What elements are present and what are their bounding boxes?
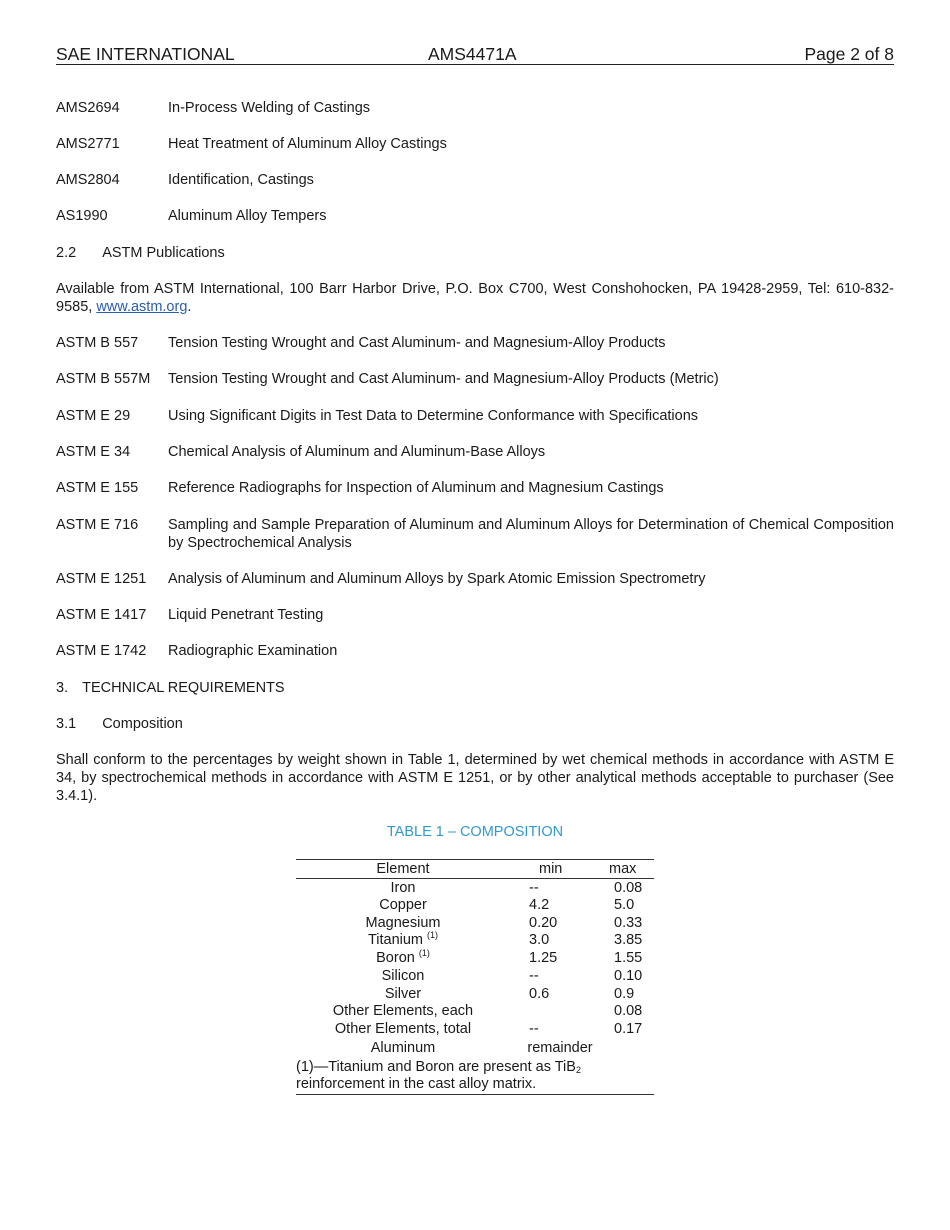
reference-entry bbox=[56, 207, 894, 225]
reference-code: AMS2804 bbox=[56, 172, 120, 188]
cell-min: -- bbox=[529, 880, 539, 896]
reference-entry bbox=[56, 443, 894, 461]
table-row bbox=[296, 1020, 654, 1038]
section-title: ASTM Publications bbox=[102, 245, 225, 261]
table-row bbox=[296, 949, 654, 967]
reference-code: AMS2771 bbox=[56, 136, 120, 152]
footnote-marker: (1) bbox=[418, 948, 430, 958]
header-page-number: Page 2 of 8 bbox=[804, 44, 894, 64]
table-header-row bbox=[296, 860, 654, 878]
table-row bbox=[296, 967, 654, 985]
reference-entry bbox=[56, 642, 894, 660]
cell-min: 1.25 bbox=[529, 950, 558, 966]
cell-element: Copper bbox=[379, 897, 427, 913]
cell-max: 0.10 bbox=[614, 968, 643, 984]
reference-code: ASTM E 1742 bbox=[56, 643, 147, 659]
reference-title: Aluminum Alloy Tempers bbox=[168, 208, 327, 224]
table-footnote: (1)—Titanium and Boron are present as TiB$_2$ reinforcement in the cast alloy matrix. bbox=[296, 1059, 581, 1092]
cell-element: Silicon bbox=[381, 968, 425, 984]
reference-code: ASTM E 29 bbox=[56, 408, 131, 424]
cell-element: Titanium $^{(1)}$ bbox=[367, 930, 439, 948]
section-number: 3.1 bbox=[56, 716, 77, 732]
availability-end: . bbox=[187, 299, 192, 315]
cell-max: 0.33 bbox=[614, 915, 643, 931]
header-document-number: AMS4471A bbox=[428, 44, 517, 64]
cell-min: -- bbox=[529, 968, 539, 984]
footnote-marker: (1) bbox=[427, 930, 439, 940]
cell-max: 0.9 bbox=[614, 986, 635, 1002]
section-heading-3-1 bbox=[56, 715, 183, 733]
reference-entry bbox=[56, 99, 894, 117]
reference-entry bbox=[56, 334, 894, 352]
reference-entry bbox=[56, 516, 894, 552]
reference-entry bbox=[56, 171, 894, 189]
page-header bbox=[56, 44, 894, 65]
table-row bbox=[296, 896, 654, 914]
availability-text: Available from ASTM International, 100 Barr Harbor Drive, P.O. Box C700, West Conshohocken, PA 19428-2959, Tel: 610-832-9585, bbox=[56, 281, 894, 315]
section-title: Composition bbox=[102, 716, 183, 732]
cell-element: Other Elements, each bbox=[332, 1003, 474, 1019]
reference-entry bbox=[56, 407, 894, 425]
cell-max: 3.85 bbox=[614, 932, 643, 948]
cell-element: Aluminum bbox=[370, 1040, 436, 1056]
cell-element: Other Elements, total bbox=[334, 1021, 472, 1037]
astm-website-link[interactable]: www.astm.org bbox=[96, 299, 188, 315]
table-title: TABLE 1 – COMPOSITION bbox=[386, 824, 564, 840]
reference-title: Radiographic Examination bbox=[168, 643, 338, 659]
cell-min: 0.20 bbox=[529, 915, 558, 931]
reference-title: Liquid Penetrant Testing bbox=[168, 607, 324, 623]
reference-title: Reference Radiographs for Inspection of Aluminum and Magnesium Castings bbox=[168, 480, 664, 496]
header-max: max bbox=[609, 861, 637, 877]
table-row-aluminum bbox=[296, 1039, 654, 1057]
reference-code: ASTM B 557M bbox=[56, 371, 151, 387]
cell-max: 0.08 bbox=[614, 880, 643, 896]
table-row bbox=[296, 914, 654, 932]
cell-min: 4.2 bbox=[529, 897, 550, 913]
reference-entry bbox=[56, 606, 894, 624]
reference-title: Tension Testing Wrought and Cast Aluminum- and Magnesium-Alloy Products (Metric) bbox=[168, 371, 719, 387]
cell-min: 3.0 bbox=[529, 932, 550, 948]
reference-title: Analysis of Aluminum and Aluminum Alloys by Spark Atomic Emission Spectrometry bbox=[168, 571, 706, 587]
reference-entry bbox=[56, 135, 894, 153]
reference-code: ASTM E 155 bbox=[56, 480, 139, 496]
reference-entry bbox=[56, 370, 894, 388]
cell-max: 0.17 bbox=[614, 1021, 643, 1037]
section-number: 2.2 bbox=[56, 245, 77, 261]
header-organization: SAE INTERNATIONAL bbox=[56, 44, 235, 64]
table-row bbox=[296, 985, 654, 1003]
section-number: 3. bbox=[56, 680, 69, 696]
cell-max: 0.08 bbox=[614, 1003, 643, 1019]
section-heading-3 bbox=[56, 679, 285, 697]
reference-title: Chemical Analysis of Aluminum and Aluminum-Base Alloys bbox=[168, 444, 546, 460]
cell-remainder: remainder bbox=[527, 1040, 593, 1056]
reference-code: ASTM E 1417 bbox=[56, 607, 147, 623]
reference-title: Using Significant Digits in Test Data to Determine Conformance with Specifications bbox=[168, 408, 699, 424]
cell-min: 0.6 bbox=[529, 986, 550, 1002]
cell-element: Silver bbox=[384, 986, 422, 1002]
reference-title: Tension Testing Wrought and Cast Aluminum- and Magnesium-Alloy Products bbox=[168, 335, 666, 351]
reference-code: ASTM E 1251 bbox=[56, 571, 147, 587]
header-min: min bbox=[539, 861, 563, 877]
table-row bbox=[296, 879, 654, 897]
table-row bbox=[296, 1002, 654, 1020]
reference-code: AS1990 bbox=[56, 208, 108, 224]
reference-code: ASTM E 34 bbox=[56, 444, 131, 460]
cell-min: -- bbox=[529, 1021, 539, 1037]
table-bottom-rule bbox=[296, 1094, 654, 1095]
reference-title: Identification, Castings bbox=[168, 172, 314, 188]
reference-code: AMS2694 bbox=[56, 100, 120, 116]
reference-code: ASTM B 557 bbox=[56, 335, 139, 351]
reference-code: ASTM E 716 bbox=[56, 517, 139, 533]
reference-entry bbox=[56, 570, 894, 588]
composition-paragraph: Shall conform to the percentages by weight shown in Table 1, determined by wet chemical methods in accordance with ASTM E 34, by spectrochemical methods in accordance with ASTM E 1251, or by other analytical methods acceptable to purchaser (See 3.4.1). bbox=[56, 752, 894, 804]
reference-title: Sampling and Sample Preparation of Aluminum and Aluminum Alloys for Determination of Chemical Composition by Spectrochemical Analysis bbox=[168, 517, 894, 551]
table-row bbox=[296, 931, 654, 949]
section-heading-2-2 bbox=[56, 244, 225, 262]
cell-max: 1.55 bbox=[614, 950, 643, 966]
reference-title: Heat Treatment of Aluminum Alloy Castings bbox=[168, 136, 447, 152]
astm-availability-paragraph bbox=[56, 280, 894, 316]
header-element: Element bbox=[376, 861, 430, 877]
reference-title: In-Process Welding of Castings bbox=[168, 100, 371, 116]
reference-entry bbox=[56, 479, 894, 497]
cell-max: 5.0 bbox=[614, 897, 635, 913]
cell-element: Iron bbox=[390, 880, 416, 896]
footnote-subscript: 2 bbox=[575, 1065, 581, 1075]
cell-element: Boron $^{(1)}$ bbox=[376, 948, 430, 966]
cell-element: Magnesium bbox=[365, 915, 441, 931]
section-title: TECHNICAL REQUIREMENTS bbox=[82, 680, 285, 696]
